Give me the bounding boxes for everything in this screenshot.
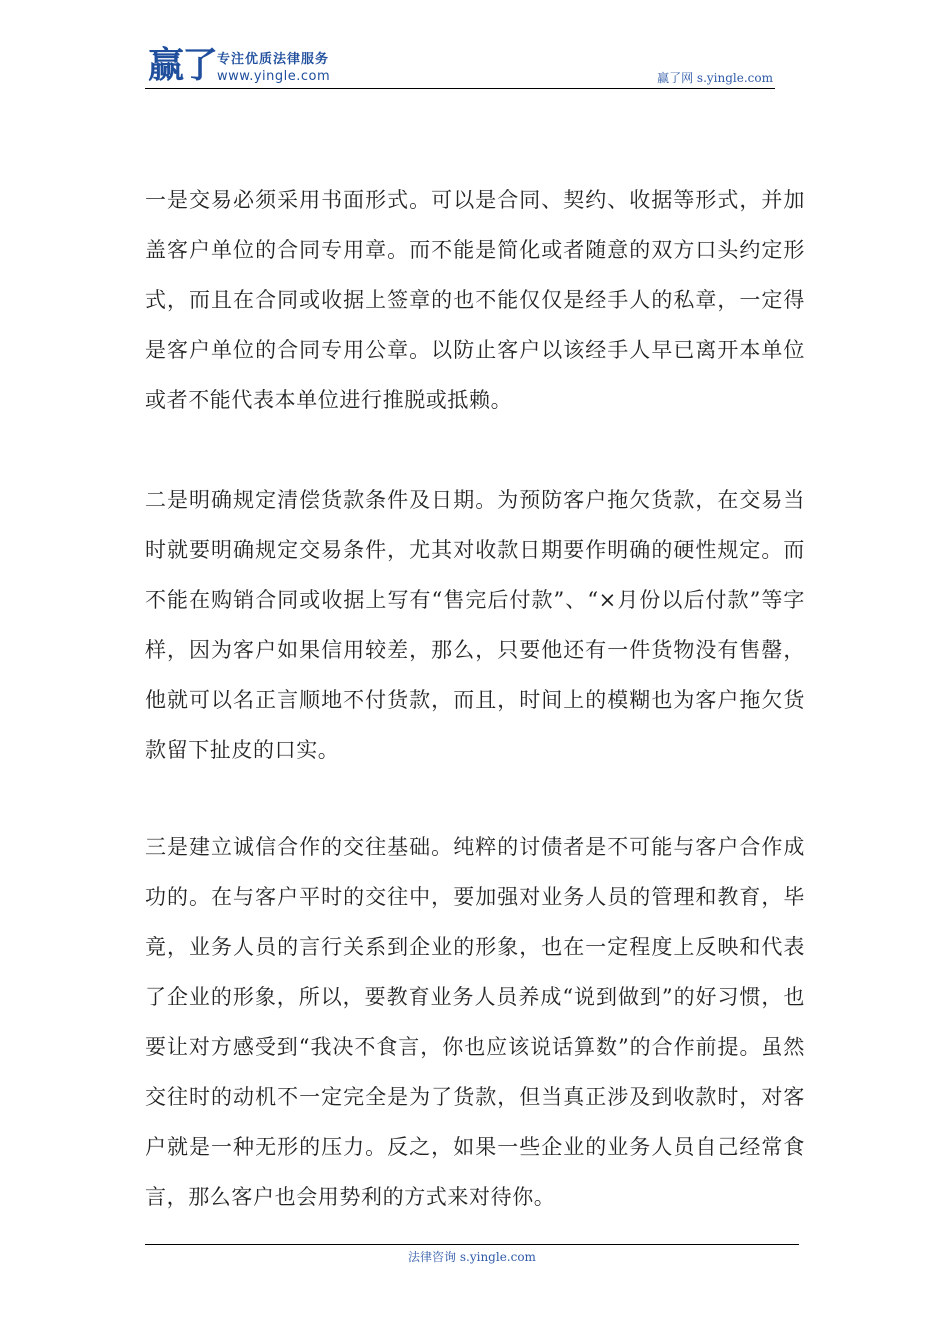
page-header: [145, 44, 775, 89]
footer-link[interactable]: 法律咨询 s.yingle.com: [408, 1250, 536, 1264]
brand-logo[interactable]: 赢了: [148, 45, 217, 86]
paragraph-2: 二是明确规定清偿货款条件及日期。为预防客户拖欠货款，在交易当时就要明确规定交易条件，尤其对收款日期要作明确的硬性规定。而不能在购销合同或收据上写有“售完后付款”、“×月份以后付款”等字样，因为客户如果信用较差，那么，只要他还有一件货物没有售罄，他就可以名正言顺地不付货款，而且，时间上的模糊也为客户拖欠货款留下扯皮的口实。: [145, 488, 805, 762]
paragraph-3: 三是建立诚信合作的交往基础。纯粹的讨债者是不可能与客户合作成功的。在与客户平时的交往中，要加强对业务人员的管理和教育，毕竟，业务人员的言行关系到企业的形象，也在一定程度上反映和代表了企业的形象，所以，要教育业务人员养成“说到做到”的好习惯，也要让对方感受到“我决不食言，你也应该说话算数”的合作前提。虽然交往时的动机不一定完全是为了货款，但当真正涉及到收款时，对客户就是一种无形的压力。反之，如果一些企业的业务人员自己经常食言，那么客户也会用势利的方式来对待你。: [145, 835, 805, 1209]
footer-divider: [145, 1244, 799, 1245]
brand-url[interactable]: www.yingle.com: [217, 69, 331, 84]
brand-tagline: 专注优质法律服务: [217, 52, 330, 67]
header-site-link[interactable]: 赢了网 s.yingle.com: [657, 71, 773, 85]
paragraph-1: 一是交易必须采用书面形式。可以是合同、契约、收据等形式，并加盖客户单位的合同专用章。而不能是简化或者随意的双方口头约定形式，而且在合同或收据上签章的也不能仅仅是经手人的私章，一定得是客户单位的合同专用公章。以防止客户以该经手人早已离开本单位或者不能代表本单位进行推脱或抵赖。: [145, 188, 805, 412]
